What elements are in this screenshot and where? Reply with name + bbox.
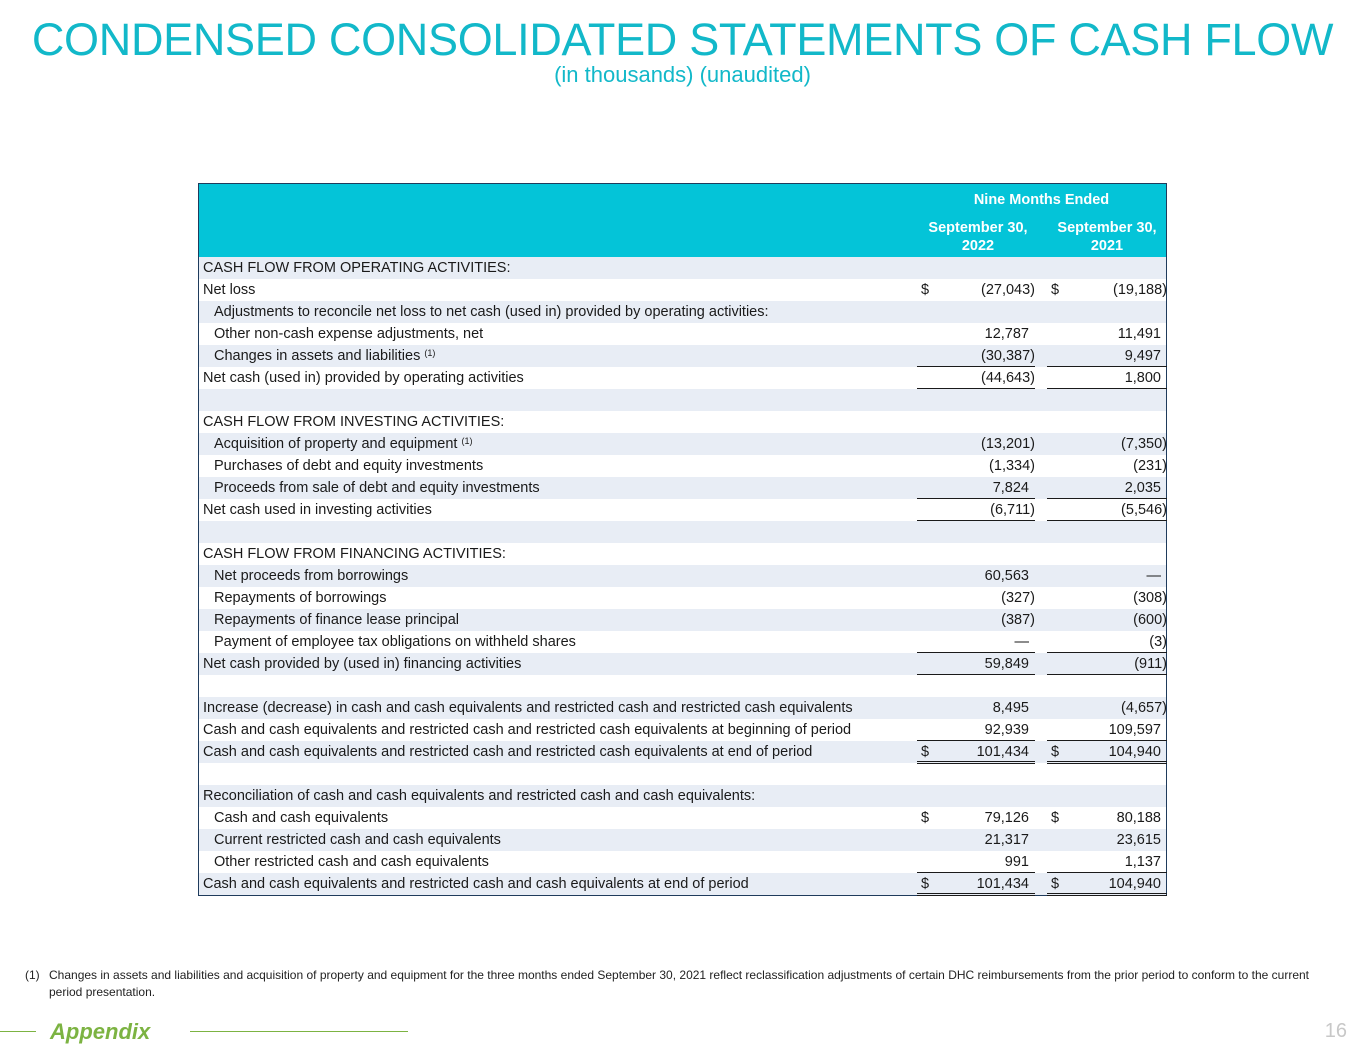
value-2021: (231) — [1133, 458, 1167, 474]
value-2022-cell — [917, 873, 1035, 896]
table-row — [199, 697, 1166, 719]
value-2021: — — [1146, 568, 1161, 584]
row-label-text: Increase (decrease) in cash and cash equivalents and restricted cash and restricted cash equivalents — [203, 700, 853, 716]
table-row — [199, 719, 1166, 741]
value-2021: (5,546) — [1121, 502, 1167, 518]
page-number: 16 — [1324, 1020, 1347, 1042]
row-label-text: Changes in assets and liabilities — [214, 348, 421, 364]
value-2022-cell — [917, 257, 1035, 279]
currency-symbol: $ — [921, 282, 930, 298]
value-2022: (1,334) — [989, 458, 1035, 474]
table-row — [199, 455, 1166, 477]
value-2022: 92,939 — [984, 722, 1029, 738]
footnote-number: (1) — [25, 968, 40, 982]
value-2021: 109,597 — [1108, 722, 1161, 738]
value-2021: 1,800 — [1124, 370, 1161, 386]
value-2021-cell — [1047, 279, 1167, 301]
row-label-text: CASH FLOW FROM OPERATING ACTIVITIES: — [203, 260, 511, 276]
table-row — [199, 257, 1166, 279]
value-2021-cell — [1047, 829, 1167, 851]
currency-symbol: $ — [921, 810, 930, 826]
value-2022: (6,711) — [990, 502, 1035, 518]
value-2021: (911) — [1134, 656, 1167, 672]
row-label — [203, 653, 521, 675]
value-2022-cell — [917, 741, 1035, 764]
row-label-text: Net cash provided by (used in) financing activities — [203, 656, 522, 672]
value-2021-cell — [1047, 697, 1167, 719]
value-2022-cell — [917, 675, 1035, 697]
table-row — [199, 367, 1166, 389]
value-2021: 23,615 — [1116, 832, 1161, 848]
currency-symbol: $ — [1051, 744, 1060, 760]
value-2022: (44,643) — [980, 370, 1035, 386]
footnote — [25, 967, 1325, 1001]
value-2021-cell — [1047, 653, 1167, 675]
value-2022-cell — [917, 521, 1035, 543]
table-row — [199, 675, 1166, 697]
currency-symbol: $ — [1051, 282, 1060, 298]
table-row — [199, 609, 1166, 631]
value-2022-cell — [917, 411, 1035, 433]
table-row — [199, 653, 1166, 675]
value-2021-cell — [1047, 345, 1167, 367]
table-row — [199, 411, 1166, 433]
value-2021-cell — [1047, 763, 1167, 785]
table-row — [199, 785, 1166, 807]
table-row — [199, 301, 1166, 323]
table-row — [199, 873, 1166, 895]
row-label — [203, 543, 506, 565]
value-2021-cell — [1047, 873, 1167, 896]
row-label-text: CASH FLOW FROM FINANCING ACTIVITIES: — [203, 546, 506, 562]
value-2022-cell — [917, 697, 1035, 719]
table-row — [199, 763, 1166, 785]
table-row — [199, 499, 1166, 521]
row-label — [214, 851, 489, 873]
footnote-text: Changes in assets and liabilities and acquisition of property and equipment for the three months ended September 30, 2021 reflect reclassification adjustments of certain DHC reimbursements from the prior period to conform to the current period presentation. — [49, 968, 1309, 999]
column-header-2021 — [1047, 219, 1167, 255]
period-group-label: Nine Months Ended — [973, 192, 1110, 208]
value-2021: 80,188 — [1116, 810, 1161, 826]
value-2022-cell — [917, 345, 1035, 367]
row-label-text: Repayments of finance lease principal — [214, 612, 460, 628]
row-label — [203, 719, 851, 741]
value-2021-cell — [1047, 521, 1167, 543]
row-label-text: Payment of employee tax obligations on withheld shares — [214, 634, 576, 650]
row-label-text: Purchases of debt and equity investments — [214, 458, 484, 474]
footer-rule-right — [190, 1031, 408, 1032]
value-2022: (387) — [1001, 612, 1035, 628]
column-header-2022 — [917, 219, 1039, 255]
value-2021: (600) — [1133, 612, 1167, 628]
page-title: CONDENSED CONSOLIDATED STATEMENTS OF CASH FLOW — [31, 14, 1334, 65]
value-2022-cell — [917, 477, 1035, 499]
value-2022-cell — [917, 323, 1035, 345]
column-header-2022-line2: 2022 — [961, 238, 995, 254]
row-label-text: CASH FLOW FROM INVESTING ACTIVITIES: — [203, 414, 505, 430]
value-2022: 59,849 — [984, 656, 1029, 672]
row-label-text: Other restricted cash and cash equivalents — [214, 854, 489, 870]
table-row — [199, 807, 1166, 829]
value-2021: 11,491 — [1117, 326, 1161, 342]
value-2022-cell — [917, 433, 1035, 455]
value-2021: 2,035 — [1124, 480, 1161, 496]
section-label: Appendix — [50, 1019, 151, 1044]
row-label — [214, 323, 483, 345]
row-label — [203, 697, 853, 719]
value-2021-cell — [1047, 323, 1167, 345]
value-2021-cell — [1047, 433, 1167, 455]
table-row — [199, 631, 1166, 653]
value-2022-cell — [917, 653, 1035, 675]
footnote-ref: (1) — [424, 348, 436, 358]
value-2021-cell — [1047, 367, 1167, 389]
value-2022-cell — [917, 807, 1035, 829]
value-2021-cell — [1047, 257, 1167, 279]
value-2021: 104,940 — [1108, 744, 1161, 760]
value-2021: (3) — [1149, 634, 1167, 650]
row-label — [214, 565, 408, 587]
table-row — [199, 323, 1166, 345]
value-2021-cell — [1047, 477, 1167, 499]
value-2021-cell — [1047, 675, 1167, 697]
table-row — [199, 279, 1166, 301]
row-label-text: Net loss — [203, 282, 256, 298]
value-2022-cell — [917, 587, 1035, 609]
row-label — [214, 455, 483, 477]
value-2022-cell — [917, 499, 1035, 521]
value-2021-cell — [1047, 851, 1167, 873]
value-2022-cell — [917, 719, 1035, 741]
value-2022-cell — [917, 455, 1035, 477]
cash-flow-table — [198, 183, 1167, 896]
row-label-text: Proceeds from sale of debt and equity investments — [214, 480, 540, 496]
row-label — [203, 873, 749, 895]
page-subtitle: (in thousands) (unaudited) — [554, 62, 811, 87]
row-label-text: Reconciliation of cash and cash equivalents and restricted cash and cash equivalents: — [203, 788, 756, 804]
value-2021: (308) — [1133, 590, 1167, 606]
currency-symbol: $ — [921, 744, 930, 760]
table-row — [199, 851, 1166, 873]
value-2022-cell — [917, 543, 1035, 565]
row-label — [214, 587, 386, 609]
value-2022-cell — [917, 785, 1035, 807]
row-label-text: Net proceeds from borrowings — [214, 568, 409, 584]
table-row — [199, 543, 1166, 565]
value-2022: (13,201) — [980, 436, 1035, 452]
value-2022: 60,563 — [984, 568, 1029, 584]
row-label — [214, 477, 540, 499]
table-body — [199, 257, 1166, 895]
value-2021-cell — [1047, 719, 1167, 741]
table-header — [199, 184, 1166, 257]
value-2022: 12,787 — [984, 326, 1029, 342]
value-2022-cell — [917, 389, 1035, 411]
value-2022: 21,317 — [984, 832, 1029, 848]
row-label-text: Current restricted cash and cash equivalents — [214, 832, 501, 848]
row-label-text: Other non-cash expense adjustments, net — [214, 326, 484, 342]
value-2022: (327) — [1001, 590, 1035, 606]
table-row — [199, 345, 1166, 367]
table-row — [199, 565, 1166, 587]
footnote-ref: (1) — [461, 436, 473, 446]
table-row — [199, 829, 1166, 851]
value-2022-cell — [917, 631, 1035, 653]
value-2021-cell — [1047, 411, 1167, 433]
value-2021-cell — [1047, 389, 1167, 411]
value-2022-cell — [917, 763, 1035, 785]
column-header-2021-line2: 2021 — [1090, 238, 1124, 254]
value-2021-cell — [1047, 587, 1167, 609]
row-label-text: Cash and cash equivalents and restricted cash and cash equivalents at end of period — [203, 876, 749, 892]
row-label — [203, 257, 510, 279]
value-2022-cell — [917, 301, 1035, 323]
row-label — [214, 301, 769, 323]
value-2022-cell — [917, 279, 1035, 301]
currency-symbol: $ — [1051, 876, 1060, 892]
value-2021: (4,657) — [1121, 700, 1167, 716]
value-2021-cell — [1047, 741, 1167, 764]
table-row — [199, 433, 1166, 455]
value-2021-cell — [1047, 807, 1167, 829]
value-2022: 101,434 — [976, 744, 1029, 760]
row-label — [203, 499, 432, 521]
table-row — [199, 587, 1166, 609]
row-label-text: Repayments of borrowings — [214, 590, 387, 606]
value-2022-cell — [917, 367, 1035, 389]
value-2021-cell — [1047, 609, 1167, 631]
value-2022-cell — [917, 829, 1035, 851]
value-2021-cell — [1047, 301, 1167, 323]
value-2022-cell — [917, 565, 1035, 587]
row-label-text: Net cash used in investing activities — [203, 502, 432, 518]
row-label — [214, 829, 501, 851]
column-header-2021-line1: September 30, — [1057, 220, 1157, 236]
value-2022: 8,495 — [992, 700, 1029, 716]
value-2021: 9,497 — [1124, 348, 1161, 364]
row-label — [203, 367, 524, 389]
value-2021-cell — [1047, 499, 1167, 521]
row-label-text: Adjustments to reconcile net loss to net cash (used in) provided by operating activities: — [214, 304, 769, 320]
value-2021-cell — [1047, 631, 1167, 653]
row-label — [203, 741, 812, 763]
row-label — [214, 609, 459, 631]
value-2022: 101,434 — [976, 876, 1029, 892]
value-2022: 991 — [1004, 854, 1029, 870]
table-row — [199, 741, 1166, 763]
row-label-text: Cash and cash equivalents and restricted cash and restricted cash equivalents at end of period — [203, 744, 813, 760]
value-2021: 104,940 — [1108, 876, 1161, 892]
value-2021-cell — [1047, 565, 1167, 587]
value-2022: (30,387) — [980, 348, 1035, 364]
value-2022: 7,824 — [992, 480, 1029, 496]
row-label-text: Net cash (used in) provided by operating activities — [203, 370, 524, 386]
currency-symbol: $ — [921, 876, 930, 892]
value-2022: 79,126 — [984, 810, 1029, 826]
row-label — [214, 631, 576, 653]
table-row — [199, 389, 1166, 411]
value-2022-cell — [917, 609, 1035, 631]
row-label — [214, 807, 388, 829]
value-2021-cell — [1047, 785, 1167, 807]
table-row — [199, 521, 1166, 543]
row-label — [214, 433, 472, 456]
value-2021: (7,350) — [1121, 436, 1167, 452]
value-2022: — — [1014, 634, 1029, 650]
value-2022: (27,043) — [980, 282, 1035, 298]
table-row — [199, 477, 1166, 499]
value-2021-cell — [1047, 543, 1167, 565]
footer-rule-left — [0, 1031, 36, 1032]
row-label-text: Cash and cash equivalents — [214, 810, 389, 826]
value-2021: 1,137 — [1124, 854, 1161, 870]
value-2021: (19,188) — [1112, 282, 1167, 298]
value-2022-cell — [917, 851, 1035, 873]
row-label — [203, 785, 755, 807]
row-label-text: Cash and cash equivalents and restricted cash and restricted cash equivalents at beginning of period — [203, 722, 852, 738]
row-label — [203, 279, 255, 301]
row-label-text: Acquisition of property and equipment — [214, 436, 458, 452]
row-label — [203, 411, 504, 433]
row-label — [214, 345, 435, 368]
column-header-2022-line1: September 30, — [928, 220, 1028, 236]
value-2021-cell — [1047, 455, 1167, 477]
currency-symbol: $ — [1051, 810, 1060, 826]
